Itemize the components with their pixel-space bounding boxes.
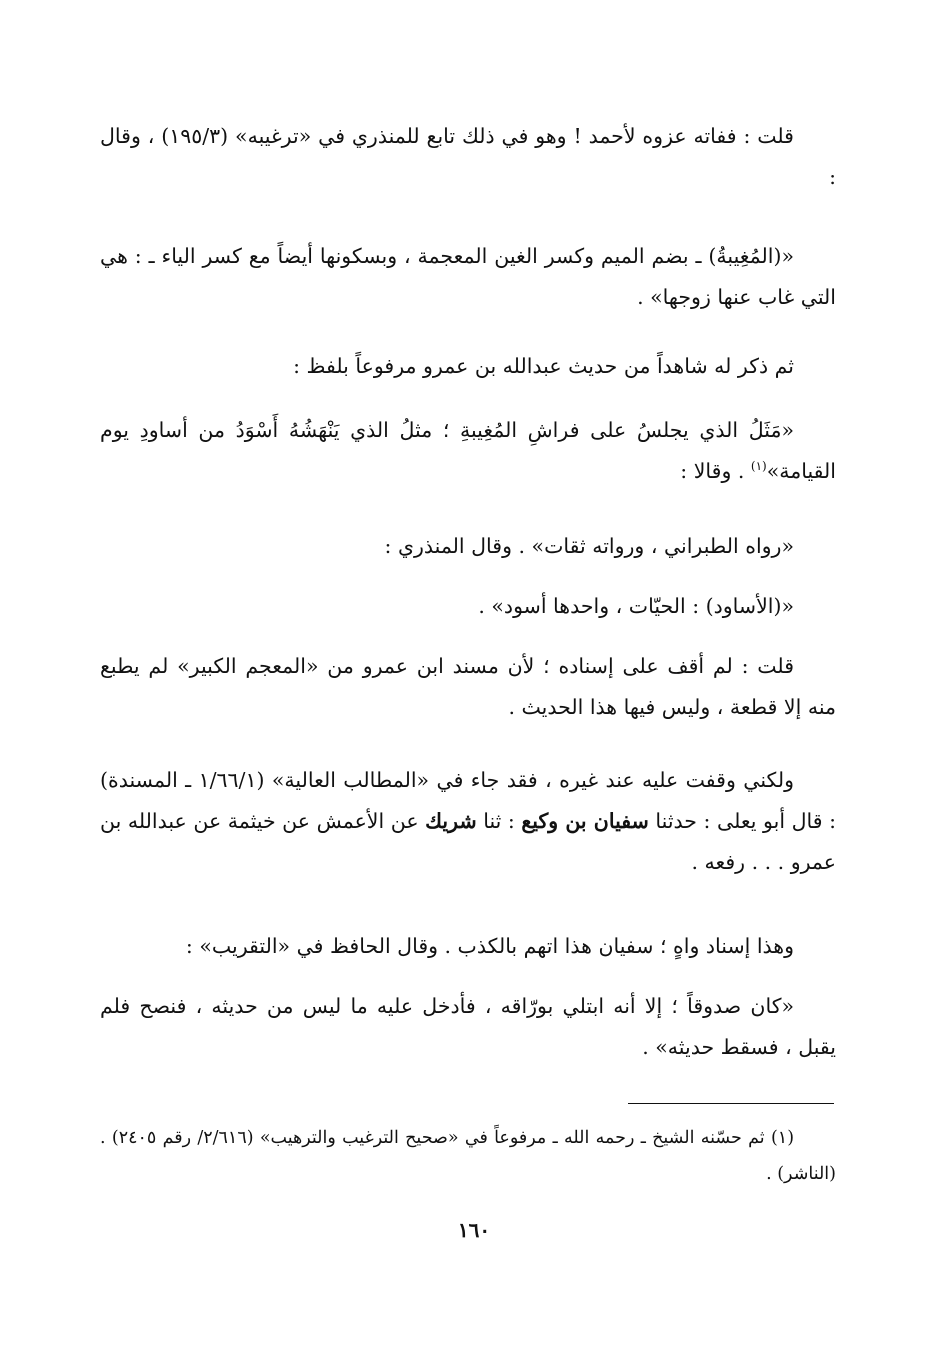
paragraph-4 (100, 410, 836, 492)
paragraph-7: قلت : لم أقف على إسناده ؛ لأن مسند ابن عمرو من «المعجم الكبير» لم يطبع منه إلا قطعة ، وليس فيها هذا الحديث . (100, 654, 836, 719)
footnote: (١) ثم حسّنه الشيخ ـ رحمه الله ـ مرفوعاً في «صحيح الترغيب والترهيب» (٢/٦١٦/ رقم ٢٤٠٥) . (الناشر) . (100, 1128, 836, 1184)
paragraph-8-c: : ثنا (476, 809, 522, 833)
paragraph-6: «(الأساود) : الحيّات ، واحدها أسود» . (478, 594, 794, 618)
paragraph-2: «(المُغِيبةُ) ـ بضم الميم وكسر الغين المعجمة ، وبسكونها أيضاً مع كسر الياء ـ : هي التي غاب عنها زوجها» . (100, 244, 836, 309)
paragraph-8-e: عن الأعمش عن خيثمة عن عبدالله بن عمرو . . . رفعه . (100, 809, 836, 874)
paragraph-3: ثم ذكر له شاهداً من حديث عبدالله بن عمرو مرفوعاً بلفظ : (293, 354, 794, 378)
page-number: ١٦٠ (457, 1218, 491, 1242)
paragraph-10: «كان صدوقاً ؛ إلا أنه ابتلي بورّاقه ، فأدخل عليه ما ليس من حديثه ، فنصح فلم يقبل ، فسقط حديثه» . (100, 994, 836, 1059)
paragraph-4-text: «مَثَلُ الذي يجلسُ على فراشِ المُغِيبةِ ؛ مثلُ الذي يَنْهَشُهُ أَسْوَدُ من أساودِ يوم القيامة» (100, 418, 836, 483)
footnote-divider (628, 1103, 834, 1104)
paragraph-9: وهذا إسناد واهٍ ؛ سفيان هذا اتهم بالكذب . وقال الحافظ في «التقريب» : (185, 934, 794, 958)
paragraph-8 (100, 760, 836, 883)
paragraph-1: قلت : ففاته عزوه لأحمد ! وهو في ذلك تابع للمنذري في «ترغيبه» (١٩٥/٣) ، وقال : (100, 124, 836, 189)
paragraph-5: «رواه الطبراني ، ورواته ثقات» . وقال المنذري : (384, 534, 794, 558)
narrator-sharik: شريك (425, 809, 477, 833)
footnote-reference: (١) (750, 459, 767, 474)
paragraph-4-tail: . وقالا : (680, 459, 751, 483)
paragraph-8-a: ولكني وقفت عليه عند غيره ، فقد جاء في «المطالب العالية» (١/٦٦/١ ـ المسندة) : قال أبو يعلى : حدثنا (100, 768, 837, 833)
narrator-sufyan: سفيان بن وكيع (521, 809, 649, 833)
